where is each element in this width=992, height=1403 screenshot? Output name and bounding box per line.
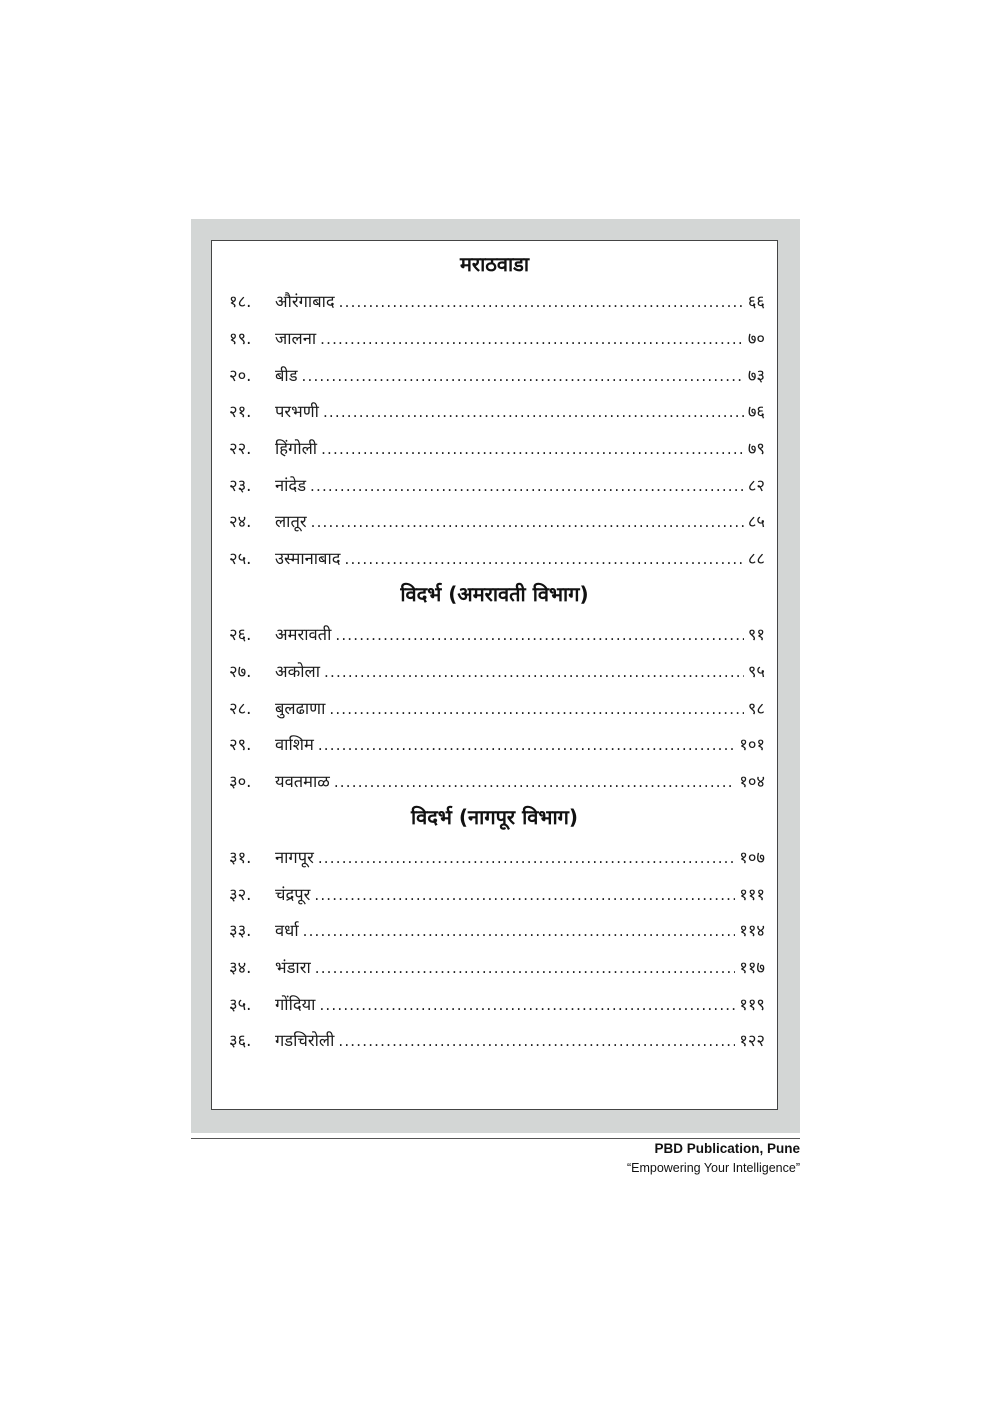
- entry-title: नागपूर: [275, 848, 314, 867]
- dot-leader: [321, 437, 744, 461]
- entry-title: परभणी: [275, 402, 319, 421]
- entry-title: जालना: [275, 329, 317, 348]
- entry-page: १२२: [739, 1031, 765, 1050]
- toc-entry[interactable]: [229, 623, 765, 647]
- dot-leader: [311, 510, 744, 534]
- toc-entry[interactable]: [229, 327, 765, 351]
- dot-leader: [338, 1029, 735, 1053]
- entry-number: ३२.: [229, 885, 252, 904]
- entry-page: ११९: [739, 995, 765, 1014]
- entry-page: ११४: [739, 921, 765, 940]
- entry-title: लातूर: [275, 512, 307, 531]
- entry-number: २५.: [229, 549, 252, 568]
- entry-page: ७६: [747, 402, 765, 421]
- entry-number: २३.: [229, 476, 252, 495]
- entry-title: बीड: [275, 366, 298, 385]
- entry-number: १९.: [229, 329, 252, 348]
- dot-leader: [302, 364, 744, 388]
- dot-leader: [319, 993, 735, 1017]
- toc-panel: [211, 240, 778, 1110]
- entry-title: अकोला: [275, 662, 321, 681]
- entry-number: २९.: [229, 735, 252, 754]
- entry-page: ९८: [747, 699, 765, 718]
- entry-title: अमरावती: [275, 625, 332, 644]
- entry-number: २८.: [229, 699, 252, 718]
- dot-leader: [303, 919, 736, 943]
- toc-entry[interactable]: [229, 770, 765, 794]
- toc-entry[interactable]: [229, 474, 765, 498]
- entry-page: ११७: [739, 958, 765, 977]
- dot-leader: [345, 547, 744, 571]
- dot-leader: [318, 846, 735, 870]
- entry-number: ३६.: [229, 1031, 252, 1050]
- dot-leader: [334, 770, 735, 794]
- toc-entry[interactable]: [229, 547, 765, 571]
- entry-title: गोंदिया: [275, 995, 316, 1014]
- entry-title: वाशिम: [275, 735, 314, 754]
- dot-leader: [335, 623, 743, 647]
- entry-page: ९१: [747, 625, 765, 644]
- entry-number: २१.: [229, 402, 252, 421]
- toc-entry[interactable]: [229, 290, 765, 314]
- toc-entry[interactable]: [229, 883, 765, 907]
- entry-number: १८.: [229, 292, 252, 311]
- entry-page: ८८: [747, 549, 765, 568]
- section-heading-amravati: विदर्भ (अमरावती विभाग): [400, 582, 589, 606]
- toc-entry[interactable]: [229, 697, 765, 721]
- entry-number: २४.: [229, 512, 252, 531]
- dot-leader: [310, 474, 744, 498]
- section-heading-marathwada: मराठवाडा: [459, 252, 530, 276]
- toc-entry[interactable]: [229, 846, 765, 870]
- entry-title: यवतमाळ: [275, 772, 330, 791]
- dot-leader: [314, 883, 735, 907]
- toc-entry[interactable]: [229, 437, 765, 461]
- dot-leader: [329, 697, 743, 721]
- toc-entry[interactable]: [229, 919, 765, 943]
- toc-entry[interactable]: [229, 956, 765, 980]
- entry-title: हिंगोली: [275, 439, 318, 458]
- dot-leader: [323, 400, 744, 424]
- entry-title: औरंगाबाद: [275, 292, 335, 311]
- entry-page: १०७: [739, 848, 765, 867]
- footer-divider: [191, 1138, 800, 1139]
- toc-entry[interactable]: [229, 733, 765, 757]
- entry-number: ३४.: [229, 958, 252, 977]
- entry-title: भंडारा: [275, 958, 311, 977]
- entry-number: २०.: [229, 366, 252, 385]
- toc-entry[interactable]: [229, 1029, 765, 1053]
- entry-page: ८५: [747, 512, 765, 531]
- entry-page: ८२: [747, 476, 765, 495]
- publisher-tagline: “Empowering Your Intelligence”: [626, 1161, 800, 1175]
- entry-number: २२.: [229, 439, 252, 458]
- toc-entry[interactable]: [229, 510, 765, 534]
- toc-entry[interactable]: [229, 364, 765, 388]
- toc-frame: [191, 219, 800, 1133]
- entry-number: ३१.: [229, 848, 252, 867]
- entry-page: १०१: [739, 735, 765, 754]
- entry-number: ३५.: [229, 995, 252, 1014]
- entry-title: चंद्रपूर: [275, 885, 311, 904]
- entry-number: ३०.: [229, 772, 252, 791]
- dot-leader: [324, 660, 744, 684]
- entry-page: १०४: [739, 772, 765, 791]
- entry-title: गडचिरोली: [275, 1031, 335, 1050]
- dot-leader: [320, 327, 744, 351]
- entry-title: वर्धा: [275, 921, 299, 940]
- entry-page: ६६: [747, 292, 765, 311]
- entry-title: बुलढाणा: [275, 699, 326, 718]
- entry-page: ९५: [747, 662, 765, 681]
- dot-leader: [339, 290, 744, 314]
- entry-title: नांदेड: [275, 476, 307, 495]
- entry-page: ७९: [747, 439, 765, 458]
- entry-page: १११: [739, 885, 765, 904]
- entry-number: ३३.: [229, 921, 252, 940]
- toc-entry[interactable]: [229, 993, 765, 1017]
- toc-entry[interactable]: [229, 660, 765, 684]
- entry-number: २६.: [229, 625, 252, 644]
- entry-number: २७.: [229, 662, 252, 681]
- entry-page: ७३: [747, 366, 765, 385]
- section-heading-nagpur: विदर्भ (नागपूर विभाग): [410, 805, 579, 829]
- entry-page: ७०: [747, 329, 765, 348]
- dot-leader: [318, 733, 735, 757]
- dot-leader: [315, 956, 736, 980]
- entry-title: उस्मानाबाद: [275, 549, 341, 568]
- toc-entry[interactable]: [229, 400, 765, 424]
- publisher-name: PBD Publication, Pune: [654, 1141, 800, 1156]
